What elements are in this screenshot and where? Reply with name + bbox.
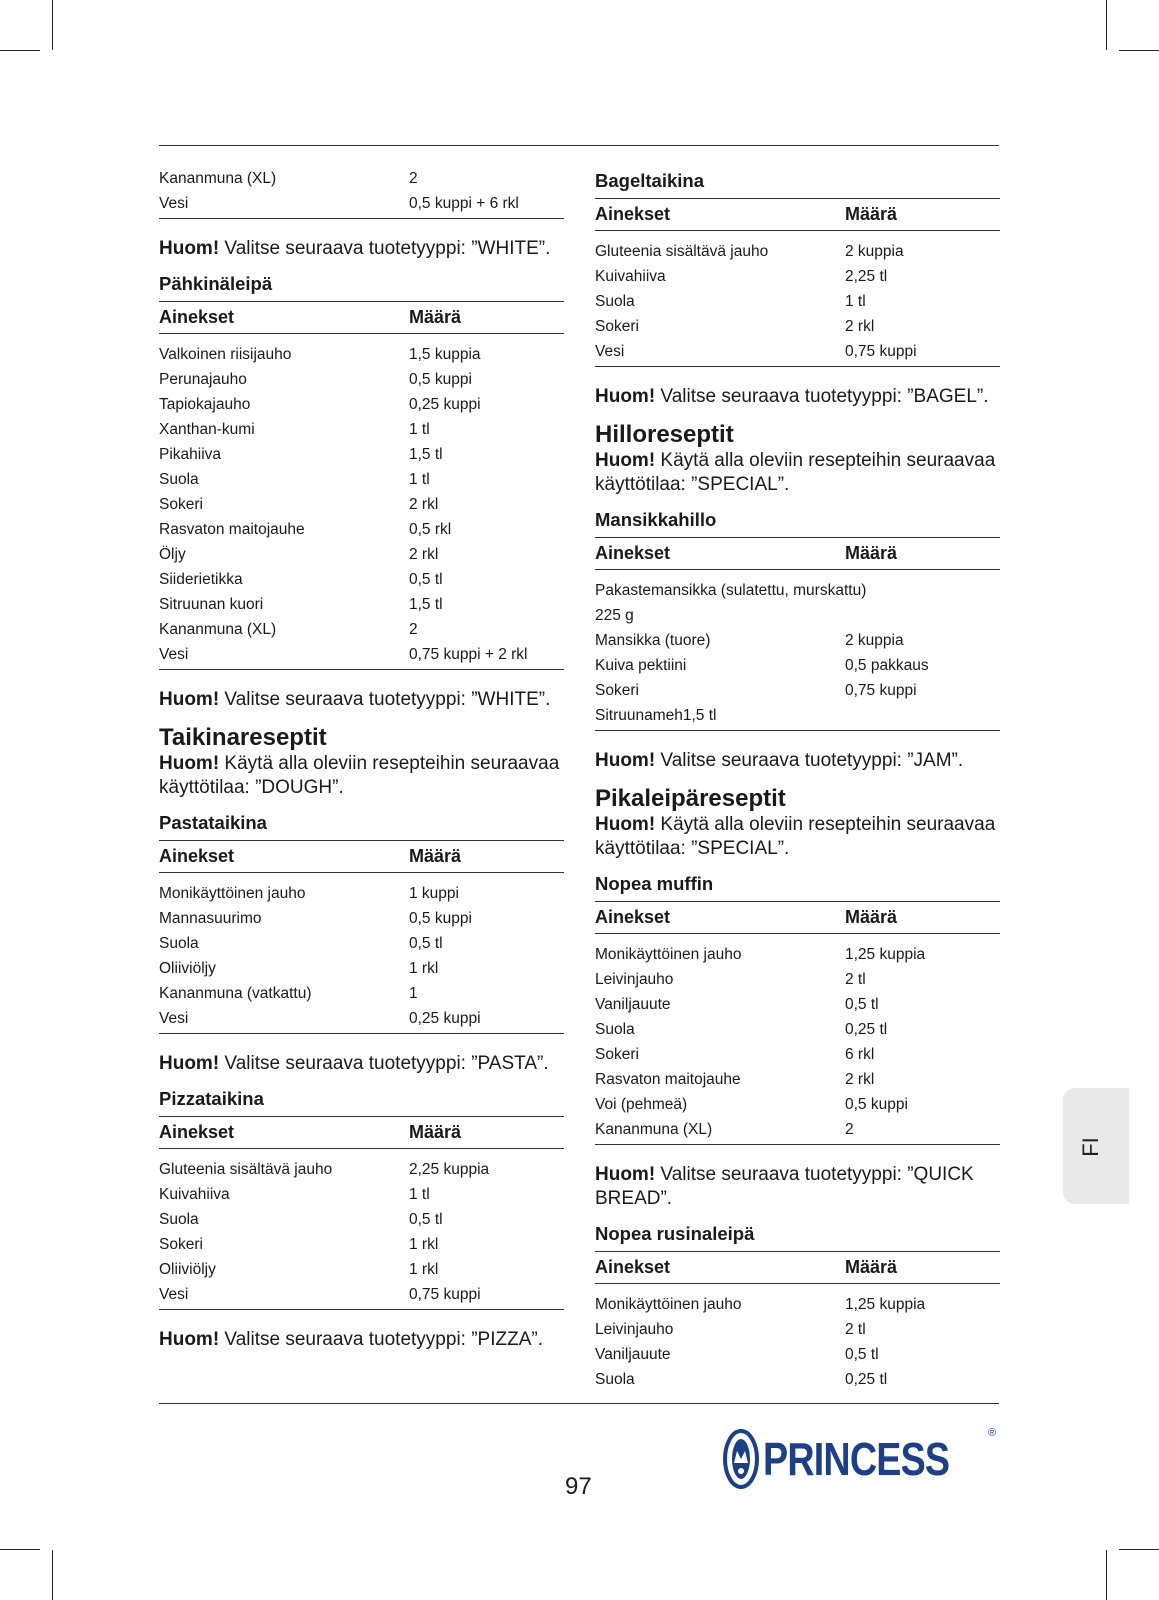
ingredient-cell: Mansikka (tuore) — [595, 631, 711, 649]
ingredient-cell: Sitruunameh1,5 tl — [595, 706, 717, 724]
table-row — [159, 931, 564, 956]
registered-mark: ® — [988, 1427, 997, 1439]
note — [159, 237, 564, 261]
crop-mark — [0, 1549, 40, 1550]
amount-cell: 2,25 kuppia — [409, 1160, 490, 1178]
ingredient-cell: Mannasuurimo — [159, 909, 262, 927]
amount-cell: 1,25 kuppia — [845, 945, 926, 963]
ingredient-cell: Perunajauho — [159, 370, 247, 388]
ingredient-cell: Sokeri — [595, 1045, 639, 1063]
crop-mark — [0, 50, 40, 51]
note-text: Valitse seuraava tuotetyyppi: ”WHITE”. — [219, 238, 551, 259]
table-row — [595, 603, 1000, 628]
note-bold: Huom! — [595, 750, 656, 771]
amount-cell: 1 tl — [409, 1185, 430, 1203]
crop-mark — [1106, 0, 1107, 50]
crown-emblem-icon — [723, 1429, 759, 1489]
table-row — [595, 1092, 1000, 1117]
crop-mark — [1119, 1549, 1159, 1550]
table-body — [595, 231, 1000, 366]
table-row — [159, 367, 564, 392]
ingredient-cell: Tapiokajauho — [159, 395, 251, 413]
header-ingredients: Ainekset — [595, 1257, 671, 1277]
header-amount: Määrä — [409, 307, 462, 327]
table-row — [159, 592, 564, 617]
table-row — [159, 492, 564, 517]
language-tab — [1063, 1088, 1129, 1204]
recipe-table — [595, 537, 1000, 731]
amount-cell: 6 rkl — [845, 1045, 875, 1063]
table-row — [159, 567, 564, 592]
note — [595, 1163, 1000, 1211]
note-bold: Huom! — [595, 450, 656, 471]
ingredient-cell: Sitruunan kuori — [159, 595, 264, 613]
table-row — [595, 678, 1000, 703]
note-bold: Huom! — [595, 1164, 656, 1185]
ingredient-cell: Kananmuna (XL) — [159, 620, 277, 638]
ingredient-cell: Siiderietikka — [159, 570, 243, 588]
amount-cell: 2 rkl — [409, 495, 439, 513]
header-amount: Määrä — [409, 1122, 462, 1142]
note-text: Valitse seuraava tuotetyyppi: ”PIZZA”. — [219, 1329, 543, 1350]
table-row — [595, 1017, 1000, 1042]
note-bold: Huom! — [595, 814, 656, 835]
ingredient-cell: Oliiviöljy — [159, 1260, 216, 1278]
amount-cell: 1,25 kuppia — [845, 1295, 926, 1313]
note-bold: Huom! — [159, 1329, 220, 1350]
table-header — [159, 840, 564, 873]
amount-cell: 0,5 rkl — [409, 520, 452, 538]
amount-cell: 2 kuppia — [845, 631, 904, 649]
table-row — [159, 881, 564, 906]
recipe-title: Pähkinäleipä — [159, 273, 273, 294]
language-tab-label: FI — [1077, 1137, 1103, 1157]
table-row — [159, 1207, 564, 1232]
ingredient-cell: Leivinjauho — [595, 1320, 674, 1338]
ingredient-cell: Suola — [159, 470, 199, 488]
recipe-table — [159, 301, 564, 670]
amount-cell: 2 tl — [845, 1320, 866, 1338]
note — [159, 1052, 564, 1076]
note — [595, 813, 1000, 861]
amount-cell: 0,5 kuppi — [409, 370, 472, 388]
amount-cell: 0,5 tl — [409, 934, 443, 952]
table-row — [159, 981, 564, 1006]
right-column — [595, 170, 1000, 1394]
amount-cell: 0,5 tl — [845, 995, 879, 1013]
ingredient-cell: Sokeri — [595, 317, 639, 335]
amount-cell: 1 tl — [409, 420, 430, 438]
table-row — [159, 1257, 564, 1282]
table-row — [595, 1292, 1000, 1317]
header-ingredients: Ainekset — [595, 543, 671, 563]
top-rule — [159, 145, 999, 146]
table-row — [159, 1157, 564, 1182]
recipe-table — [595, 901, 1000, 1145]
amount-cell: 1 rkl — [409, 959, 439, 977]
amount-cell: 2 — [409, 169, 418, 187]
table-row — [159, 1182, 564, 1207]
recipe-table — [159, 1116, 564, 1310]
table-row — [159, 191, 564, 216]
recipe-title: Pizzataikina — [159, 1088, 264, 1109]
amount-cell: 1,5 kuppia — [409, 345, 481, 363]
table-row — [159, 467, 564, 492]
table-row — [595, 1067, 1000, 1092]
amount-cell: 0,5 tl — [845, 1345, 879, 1363]
table-row — [159, 1282, 564, 1307]
note-bold: Huom! — [159, 1053, 220, 1074]
section-heading: Hilloreseptit — [595, 421, 734, 448]
note-bold: Huom! — [595, 386, 656, 407]
note — [595, 385, 1000, 409]
amount-cell: 0,5 kuppi — [409, 909, 472, 927]
page-number: 97 — [565, 1473, 592, 1500]
header-amount: Määrä — [845, 204, 898, 224]
note-text: Käytä alla oleviin resepteihin seuraavaa käyttötilaa: ”DOUGH”. — [159, 753, 560, 798]
ingredient-cell: Pikahiiva — [159, 445, 222, 463]
table-row — [159, 956, 564, 981]
table-row — [595, 1342, 1000, 1367]
logo-wordmark: PRINCESS — [763, 1433, 950, 1485]
amount-cell: 2 kuppia — [845, 242, 904, 260]
table-row — [159, 1232, 564, 1257]
note-bold: Huom! — [159, 753, 220, 774]
table-row — [595, 1367, 1000, 1392]
crop-mark — [52, 1550, 53, 1600]
table-row — [159, 392, 564, 417]
amount-cell: 1 kuppi — [409, 884, 459, 902]
recipe-title: Nopea rusinaleipä — [595, 1223, 755, 1244]
header-amount: Määrä — [845, 907, 898, 927]
table-row — [159, 642, 564, 667]
ingredient-cell: Kuivahiiva — [595, 267, 666, 285]
recipe-table — [595, 1251, 1000, 1394]
table-row — [595, 1042, 1000, 1067]
table-header — [159, 1116, 564, 1149]
table-row — [595, 264, 1000, 289]
note-text: Valitse seuraava tuotetyyppi: ”JAM”. — [655, 750, 964, 771]
ingredient-cell: Valkoinen riisijauho — [159, 345, 292, 363]
table-body — [595, 934, 1000, 1144]
ingredient-cell: Vesi — [159, 1009, 189, 1027]
ingredient-cell: Monikäyttöinen jauho — [595, 1295, 742, 1313]
table-row — [595, 578, 1000, 603]
table-row — [159, 542, 564, 567]
ingredient-cell: Vaniljauute — [595, 995, 671, 1013]
ingredient-cell: Kananmuna (vatkattu) — [159, 984, 312, 1002]
amount-cell: 0,5 tl — [409, 570, 443, 588]
left-column — [159, 162, 564, 1364]
amount-cell: 1 rkl — [409, 1260, 439, 1278]
table-body — [159, 1149, 564, 1309]
ingredient-cell: Kananmuna (XL) — [595, 1120, 713, 1138]
amount-cell: 0,5 pakkaus — [845, 656, 929, 674]
ingredient-cell: Suola — [159, 1210, 199, 1228]
amount-cell: 0,25 tl — [845, 1370, 888, 1388]
amount-cell: 0,75 kuppi — [845, 681, 917, 699]
note-text: Käytä alla oleviin resepteihin seuraavaa käyttötilaa: ”SPECIAL”. — [595, 814, 996, 859]
ingredient-cell: Oliiviöljy — [159, 959, 216, 977]
table-row — [159, 1006, 564, 1031]
ingredient-cell: Rasvaton maitojauhe — [159, 520, 305, 538]
header-amount: Määrä — [845, 543, 898, 563]
amount-cell: 2 — [845, 1120, 854, 1138]
header-ingredients: Ainekset — [159, 846, 235, 866]
header-amount: Määrä — [409, 846, 462, 866]
table-row — [159, 906, 564, 931]
table-row — [595, 703, 1000, 728]
bottom-rule — [159, 1403, 999, 1404]
header-ingredients: Ainekset — [159, 307, 235, 327]
amount-cell: 1,5 tl — [409, 595, 443, 613]
ingredient-cell: Suola — [595, 292, 635, 310]
ingredient-cell: Voi (pehmeä) — [595, 1095, 688, 1113]
ingredient-cell: Gluteenia sisältävä jauho — [159, 1160, 333, 1178]
table-row — [159, 442, 564, 467]
ingredient-cell: Monikäyttöinen jauho — [159, 884, 306, 902]
amount-cell: 0,25 tl — [845, 1020, 888, 1038]
recipe-title: Bageltaikina — [595, 170, 704, 191]
ingredient-cell: Öljy — [159, 545, 186, 563]
ingredient-cell: Vaniljauute — [595, 1345, 671, 1363]
table-row — [595, 1317, 1000, 1342]
amount-cell: 0,75 kuppi + 2 rkl — [409, 645, 528, 663]
ingredient-cell: Kuiva pektiini — [595, 656, 687, 674]
amount-cell: 0,25 kuppi — [409, 1009, 481, 1027]
ingredient-cell: Gluteenia sisältävä jauho — [595, 242, 769, 260]
note — [159, 752, 564, 800]
amount-cell: 1 — [409, 984, 418, 1002]
note — [595, 449, 1000, 497]
amount-cell: 0,5 tl — [409, 1210, 443, 1228]
amount-cell: 2 tl — [845, 970, 866, 988]
ingredient-cell: Kuivahiiva — [159, 1185, 230, 1203]
note — [159, 688, 564, 712]
header-amount: Määrä — [845, 1257, 898, 1277]
amount-cell: 0,5 kuppi + 6 rkl — [409, 194, 519, 212]
ingredient-cell: Sokeri — [595, 681, 639, 699]
note — [595, 749, 1000, 773]
table-header — [595, 198, 1000, 231]
ingredient-cell: Vesi — [595, 342, 625, 360]
amount-cell: 2 rkl — [845, 317, 875, 335]
amount-cell: 0,25 kuppi — [409, 395, 481, 413]
recipe-title: Mansikkahillo — [595, 509, 717, 530]
header-ingredients: Ainekset — [595, 907, 671, 927]
crop-mark — [52, 0, 53, 50]
princess-logo — [723, 1427, 997, 1489]
table-row — [595, 289, 1000, 314]
amount-cell: 1 tl — [409, 470, 430, 488]
amount-cell: 2 rkl — [409, 545, 439, 563]
header-ingredients: Ainekset — [159, 1122, 235, 1142]
amount-cell: 2,25 tl — [845, 267, 888, 285]
table-row — [595, 967, 1000, 992]
note-text: Valitse seuraava tuotetyyppi: ”WHITE”. — [219, 689, 551, 710]
crop-mark — [1119, 50, 1159, 51]
recipe-table — [159, 840, 564, 1034]
note-text: Valitse seuraava tuotetyyppi: ”BAGEL”. — [655, 386, 989, 407]
amount-cell: 2 — [409, 620, 418, 638]
table-row — [595, 314, 1000, 339]
ingredient-cell: 225 g — [595, 606, 634, 624]
amount-cell: 1 rkl — [409, 1235, 439, 1253]
table-row — [595, 992, 1000, 1017]
ingredient-cell: Vesi — [159, 194, 189, 212]
table-body — [595, 570, 1000, 730]
table-row — [595, 942, 1000, 967]
amount-cell: 0,75 kuppi — [845, 342, 917, 360]
section-heading: Pikaleipäreseptit — [595, 785, 786, 812]
table-row — [595, 628, 1000, 653]
ingredient-cell: Sokeri — [159, 1235, 203, 1253]
ingredient-cell: Kananmuna (XL) — [159, 169, 277, 187]
table-row — [595, 339, 1000, 364]
ingredient-cell: Leivinjauho — [595, 970, 674, 988]
amount-cell: 0,5 kuppi — [845, 1095, 908, 1113]
amount-cell: 1 tl — [845, 292, 866, 310]
continued-table — [159, 162, 564, 219]
table-row — [595, 239, 1000, 264]
table-body — [159, 334, 564, 669]
note — [159, 1328, 564, 1352]
table-header — [595, 537, 1000, 570]
ingredient-cell: Monikäyttöinen jauho — [595, 945, 742, 963]
ingredient-cell: Suola — [159, 934, 199, 952]
table-header — [595, 1251, 1000, 1284]
ingredient-cell: Xanthan-kumi — [159, 420, 255, 438]
table-row — [595, 653, 1000, 678]
note-text: Käytä alla oleviin resepteihin seuraavaa käyttötilaa: ”SPECIAL”. — [595, 450, 996, 495]
recipe-title: Nopea muffin — [595, 873, 714, 894]
table-body — [595, 1284, 1000, 1394]
ingredient-cell: Pakastemansikka (sulatettu, murskattu) — [595, 581, 867, 599]
ingredient-cell: Vesi — [159, 1285, 189, 1303]
note-bold: Huom! — [159, 689, 220, 710]
ingredient-cell: Sokeri — [159, 495, 203, 513]
table-row — [595, 1117, 1000, 1142]
table-row — [159, 166, 564, 191]
amount-cell: 2 rkl — [845, 1070, 875, 1088]
recipe-title: Pastataikina — [159, 812, 267, 833]
table-body — [159, 162, 564, 218]
table-body — [159, 873, 564, 1033]
table-row — [159, 342, 564, 367]
table-row — [159, 517, 564, 542]
ingredient-cell: Rasvaton maitojauhe — [595, 1070, 741, 1088]
recipe-table — [595, 198, 1000, 367]
table-header — [595, 901, 1000, 934]
header-ingredients: Ainekset — [595, 204, 671, 224]
note-text: Valitse seuraava tuotetyyppi: ”PASTA”. — [219, 1053, 549, 1074]
note-text: Valitse seuraava tuotetyyppi: ”QUICK BREAD”. — [595, 1164, 974, 1209]
ingredient-cell: Suola — [595, 1370, 635, 1388]
amount-cell: 1,5 tl — [409, 445, 443, 463]
table-row — [159, 417, 564, 442]
section-heading: Taikinareseptit — [159, 724, 327, 751]
note-bold: Huom! — [159, 238, 220, 259]
ingredient-cell: Suola — [595, 1020, 635, 1038]
crop-mark — [1106, 1550, 1107, 1600]
table-header — [159, 301, 564, 334]
table-row — [159, 617, 564, 642]
ingredient-cell: Vesi — [159, 645, 189, 663]
amount-cell: 0,75 kuppi — [409, 1285, 481, 1303]
